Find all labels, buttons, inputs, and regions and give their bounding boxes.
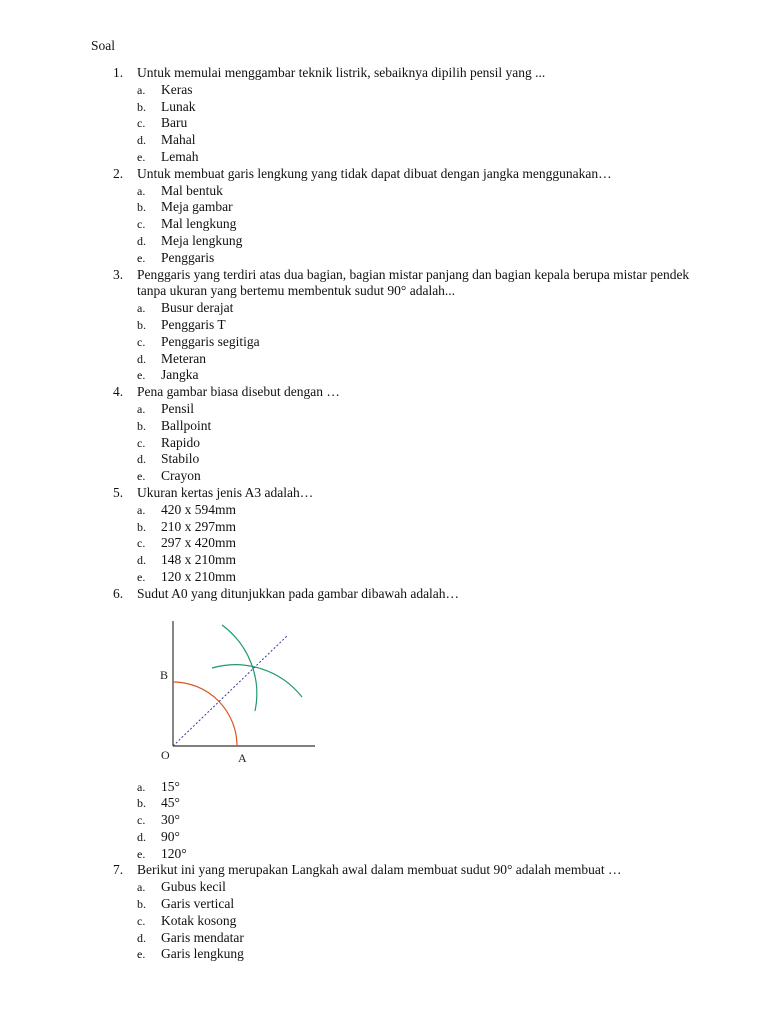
- option-letter: b.: [137, 897, 146, 912]
- option-letter: e.: [137, 569, 146, 584]
- answer-option: [0, 779, 768, 796]
- answer-option: [0, 896, 768, 913]
- answer-option: [0, 535, 768, 552]
- arc-upper: [222, 625, 257, 711]
- answer-option: [0, 401, 768, 418]
- question-number: 6.: [113, 585, 124, 601]
- question-2: [0, 166, 768, 267]
- option-letter: c.: [137, 813, 146, 828]
- question-stem: [0, 65, 768, 82]
- option-letter: d.: [137, 351, 146, 366]
- option-letter: a.: [137, 401, 146, 416]
- answer-option: [0, 451, 768, 468]
- option-text: Garis lengkung: [161, 946, 244, 962]
- question-text: Pena gambar biasa disebut dengan …: [137, 384, 340, 400]
- question-text: Penggaris yang terdiri atas dua bagian, bagian mistar panjang dan bagian kepala berupa mistar pendek tanpa ukuran yang bertemu membentuk sudut 90° adalah...: [137, 266, 690, 299]
- answer-option: [0, 367, 768, 384]
- answer-option: [0, 569, 768, 586]
- option-text: 120 x 210mm: [161, 568, 237, 584]
- option-letter: e.: [137, 846, 146, 861]
- question-5: [0, 485, 768, 586]
- answer-option: [0, 132, 768, 149]
- question-7: [0, 862, 768, 963]
- option-text: 90°: [161, 828, 180, 844]
- answer-option: [0, 216, 768, 233]
- option-text: Garis mendatar: [161, 929, 244, 945]
- page-title: Soal: [91, 38, 116, 53]
- answer-option: [0, 183, 768, 200]
- question-stem: [0, 586, 768, 603]
- question-number: 5.: [113, 484, 124, 500]
- option-letter: e.: [137, 250, 146, 265]
- option-letter: e.: [137, 947, 146, 962]
- option-letter: b.: [137, 99, 146, 114]
- answer-option: [0, 795, 768, 812]
- question-text: Sudut A0 yang ditunjukkan pada gambar dibawah adalah…: [137, 585, 460, 601]
- option-text: Penggaris T: [161, 316, 226, 332]
- answer-option: [0, 829, 768, 846]
- option-text: 210 x 297mm: [161, 518, 237, 534]
- option-letter: e.: [137, 469, 146, 484]
- answer-option: [0, 115, 768, 132]
- option-text: 148 x 210mm: [161, 552, 237, 568]
- option-text: Meja lengkung: [161, 232, 243, 248]
- option-text: Pensil: [161, 400, 195, 416]
- option-letter: d.: [137, 930, 146, 945]
- option-text: Ballpoint: [161, 417, 212, 433]
- option-letter: b.: [137, 200, 146, 215]
- option-text: Penggaris segitiga: [161, 333, 260, 349]
- answer-option: [0, 317, 768, 334]
- question-3: [0, 267, 768, 385]
- bisector-line: [173, 635, 288, 746]
- option-letter: c.: [137, 536, 146, 551]
- option-text: 45°: [161, 795, 180, 811]
- question-4: [0, 384, 768, 485]
- answer-option: [0, 846, 768, 863]
- answer-option: [0, 250, 768, 267]
- answer-option: [0, 435, 768, 452]
- option-letter: c.: [137, 435, 146, 450]
- option-text: Lunak: [161, 98, 196, 114]
- option-letter: d.: [137, 452, 146, 467]
- answer-option: [0, 418, 768, 435]
- answer-option: [0, 519, 768, 536]
- option-letter: c.: [137, 217, 146, 232]
- question-stem: [0, 267, 768, 301]
- option-text: Stabilo: [161, 451, 200, 467]
- option-letter: b.: [137, 796, 146, 811]
- answer-option: [0, 946, 768, 963]
- option-letter: a.: [137, 880, 146, 895]
- question-number: 1.: [113, 65, 124, 80]
- option-text: Meteran: [161, 350, 206, 366]
- answer-option: [0, 233, 768, 250]
- option-text: Mal bentuk: [161, 182, 223, 198]
- option-letter: d.: [137, 133, 146, 148]
- option-letter: d.: [137, 829, 146, 844]
- answer-option: [0, 552, 768, 569]
- option-letter: c.: [137, 913, 146, 928]
- option-text: Rapido: [161, 434, 200, 450]
- question-number: 7.: [113, 862, 124, 878]
- label-b: B: [160, 667, 169, 682]
- option-text: Keras: [161, 81, 193, 97]
- option-text: 420 x 594mm: [161, 501, 237, 517]
- question-number: 3.: [113, 266, 124, 282]
- question-text: Berikut ini yang merupakan Langkah awal dalam membuat sudut 90° adalah membuat …: [137, 862, 622, 878]
- option-letter: d.: [137, 233, 146, 248]
- option-text: 30°: [161, 812, 180, 828]
- option-text: Kotak kosong: [161, 912, 237, 928]
- option-letter: a.: [137, 301, 146, 316]
- option-text: Jangka: [161, 367, 199, 383]
- question-text: Untuk membuat garis lengkung yang tidak dapat dibuat dengan jangka menggunakan…: [137, 165, 612, 181]
- option-text: 297 x 420mm: [161, 535, 237, 551]
- answer-option: [0, 149, 768, 166]
- answer-option: [0, 334, 768, 351]
- option-text: Busur derajat: [161, 300, 234, 316]
- answer-option: [0, 913, 768, 930]
- option-letter: e.: [137, 368, 146, 383]
- label-a: A: [238, 750, 247, 765]
- question-text: Untuk memulai menggambar teknik listrik, sebaiknya dipilih pensil yang ...: [137, 65, 546, 80]
- option-text: Garis vertical: [161, 896, 235, 912]
- question-number: 4.: [113, 384, 124, 400]
- option-text: Gubus kecil: [161, 879, 226, 895]
- option-text: Mal lengkung: [161, 216, 237, 232]
- angle-construction-figure: [0, 603, 768, 779]
- answer-option: [0, 351, 768, 368]
- answer-option: [0, 879, 768, 896]
- option-text: 15°: [161, 778, 180, 794]
- question-number: 2.: [113, 165, 124, 181]
- answer-option: [0, 812, 768, 829]
- option-text: Mahal: [161, 132, 196, 148]
- option-text: 120°: [161, 845, 187, 861]
- option-letter: c.: [137, 334, 146, 349]
- question-6: [0, 586, 768, 863]
- option-letter: c.: [137, 116, 146, 131]
- question-text: Ukuran kertas jenis A3 adalah…: [137, 484, 314, 500]
- option-letter: a.: [137, 502, 146, 517]
- option-letter: a.: [137, 82, 146, 97]
- option-text: Penggaris: [161, 249, 215, 265]
- option-letter: a.: [137, 183, 146, 198]
- option-letter: e.: [137, 149, 146, 164]
- answer-option: [0, 502, 768, 519]
- question-list: [0, 65, 768, 963]
- answer-option: [0, 300, 768, 317]
- option-letter: b.: [137, 317, 146, 332]
- answer-option: [0, 930, 768, 947]
- question-stem: [0, 166, 768, 183]
- option-text: Meja gambar: [161, 199, 233, 215]
- question-stem: [0, 862, 768, 879]
- answer-option: [0, 99, 768, 116]
- answer-option: [0, 82, 768, 99]
- angle-diagram: [150, 613, 330, 773]
- question-1: [0, 65, 768, 166]
- option-letter: b.: [137, 519, 146, 534]
- question-stem: [0, 485, 768, 502]
- option-text: Baru: [161, 115, 188, 131]
- option-letter: d.: [137, 553, 146, 568]
- answer-option: [0, 468, 768, 485]
- option-letter: b.: [137, 418, 146, 433]
- answer-option: [0, 199, 768, 216]
- question-stem: [0, 384, 768, 401]
- option-letter: a.: [137, 779, 146, 794]
- label-o: O: [161, 747, 170, 762]
- option-text: Lemah: [161, 148, 199, 164]
- option-text: Crayon: [161, 468, 201, 484]
